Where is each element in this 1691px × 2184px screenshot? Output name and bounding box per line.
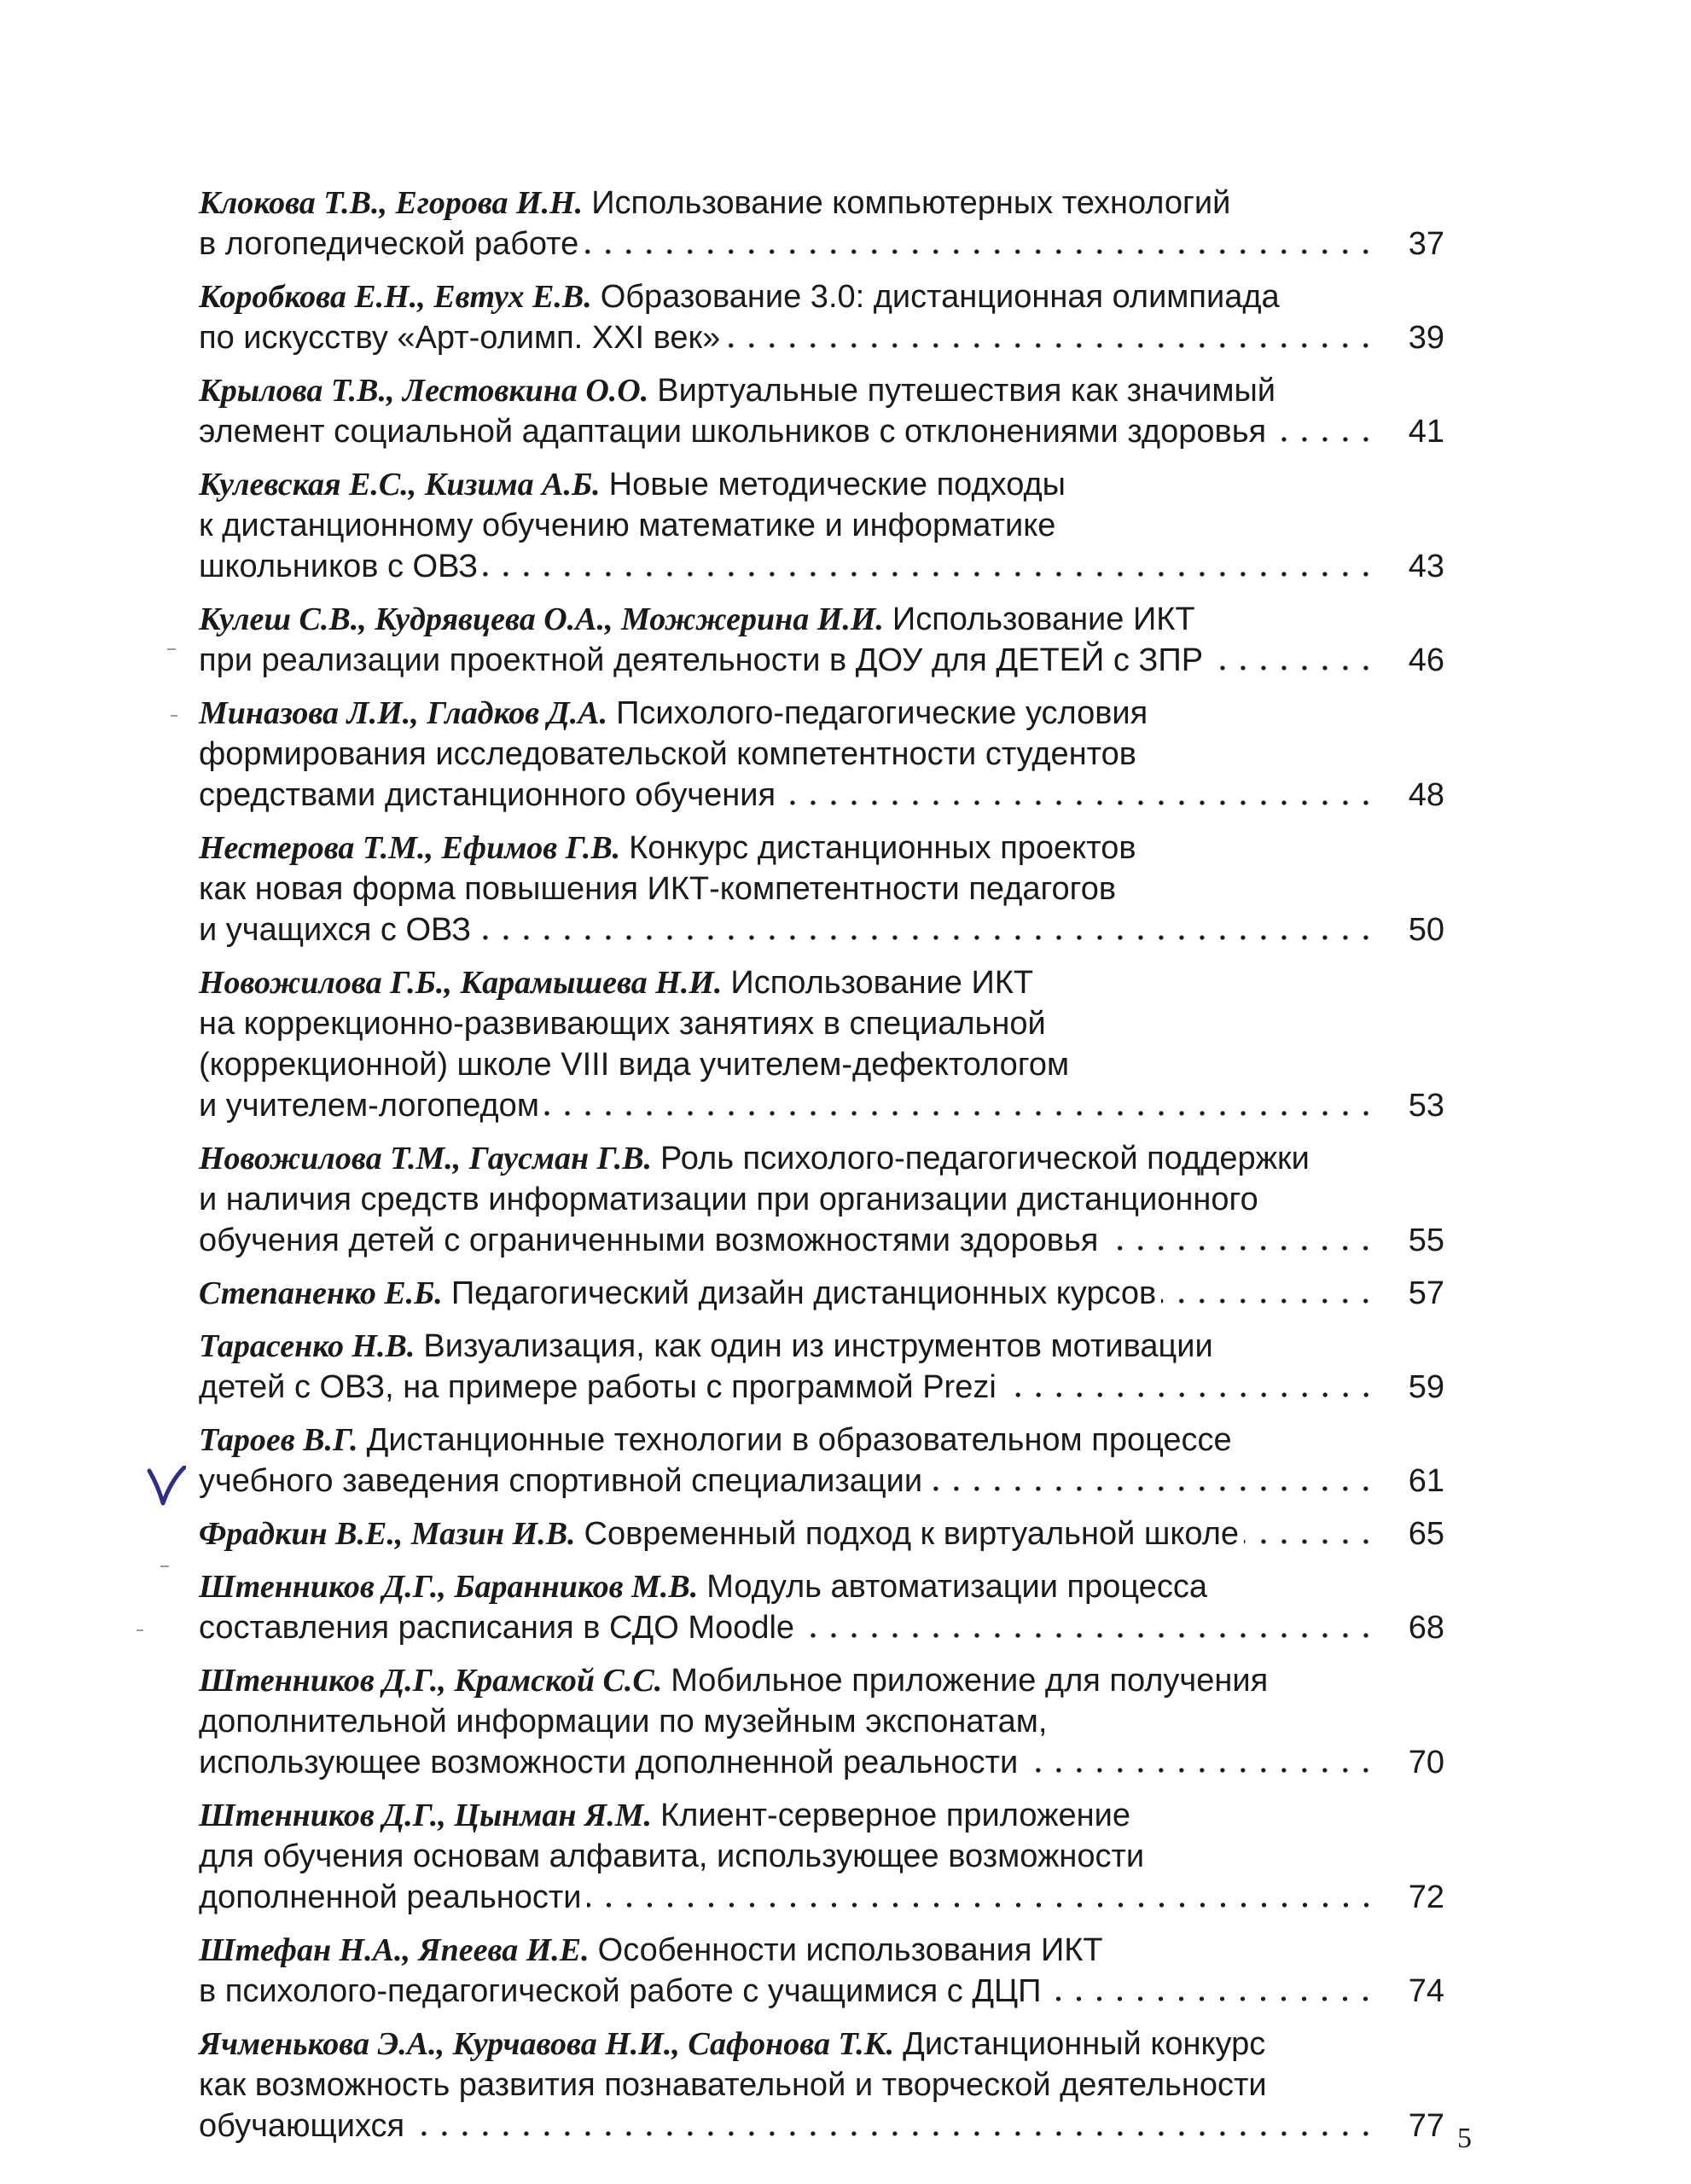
toc-entry-page: 50: [1408, 912, 1444, 948]
toc-entry-line: [199, 909, 1444, 950]
toc-entry: [199, 276, 1444, 358]
toc-entry-page: 74: [1408, 1973, 1444, 2009]
table-of-contents: [199, 183, 1444, 2158]
toc-entry-page: 59: [1408, 1369, 1444, 1405]
dot-leader: [587, 1901, 1377, 1909]
dot-leader: [410, 2129, 1376, 2138]
toc-entry-authors: Штенников Д.Г., Крамской С.С.: [199, 1663, 663, 1699]
toc-entry-title-text: Модуль автоматизации процесса: [706, 1569, 1207, 1605]
toc-entry-line: [199, 1742, 1444, 1783]
toc-entry-title-text: Роль психолого-педагогической поддержки: [660, 1141, 1310, 1176]
toc-entry-title-text: к дистанционному обучению математике и информатике: [199, 508, 1056, 543]
toc-entry-page: 48: [1408, 777, 1444, 813]
toc-entry-authors: Ячменькова Э.А., Курчавова Н.И., Сафонова Т.К.: [199, 2026, 895, 2062]
dot-leader: [1161, 1297, 1376, 1305]
toc-entry-line: [199, 1877, 1444, 1918]
dot-leader: [725, 341, 1376, 350]
toc-entry-title-text: Дистанционные технологии в образовательном процессе: [366, 1422, 1232, 1458]
toc-entry-line: [199, 1660, 1444, 1701]
toc-entry-line: [199, 1607, 1444, 1648]
toc-entry-title-text: Новые методические подходы: [608, 467, 1066, 502]
toc-entry-title-text: по искусству «Арт-олимп. XXI век»: [199, 320, 721, 356]
toc-entry-line: [199, 317, 1444, 358]
toc-entry: [199, 1420, 1444, 1502]
dot-leader: [927, 1484, 1376, 1493]
toc-entry-title-text: как новая форма повышения ИКТ-компетентности педагогов: [199, 871, 1117, 907]
toc-entry-title-text: детей с ОВЗ, на примере работы с программой Prezi: [199, 1369, 997, 1405]
toc-entry-page: 72: [1408, 1879, 1444, 1915]
toc-entry-authors: Новожилова Г.Б., Карамышева Н.И.: [199, 965, 723, 1001]
toc-entry: [199, 1273, 1444, 1314]
toc-entry-title-text: Особенности использования ИКТ: [597, 1932, 1103, 1968]
dot-leader: [1002, 1391, 1376, 1399]
toc-entry-title-text: и учащихся с ОВЗ: [199, 912, 472, 948]
toc-entry-title-text: обучающихся: [199, 2108, 405, 2144]
toc-entry-page: 43: [1408, 549, 1444, 584]
toc-entry-title-text: Образование 3.0: дистанционная олимпиада: [600, 279, 1280, 315]
toc-entry-authors: Новожилова Т.М., Гаусман Г.В.: [199, 1141, 653, 1176]
toc-entry-line: [199, 1701, 1444, 1742]
toc-entry-page: 46: [1408, 642, 1444, 678]
toc-entry: [199, 693, 1444, 816]
toc-entry-page: 37: [1408, 226, 1444, 262]
toc-entry-line: [199, 1836, 1444, 1877]
toc-entry: [199, 1566, 1444, 1648]
dot-leader: [1023, 1766, 1376, 1774]
toc-entry-title-text: и наличия средств информатизации при организации дистанционного: [199, 1182, 1258, 1217]
toc-entry-title-text: для обучения основам алфавита, использующее возможности: [199, 1838, 1145, 1874]
toc-entry-authors: Штенников Д.Г., Баранников М.В.: [199, 1569, 699, 1605]
toc-entry-title-text: использующее возможности дополненной реальности: [199, 1745, 1019, 1780]
toc-entry-title-text: Психолого-педагогические условия: [616, 695, 1148, 731]
toc-entry-line: [199, 734, 1444, 775]
toc-entry-line: [199, 2106, 1444, 2146]
toc-entry-page: 53: [1408, 1088, 1444, 1124]
toc-entry-title-text: Дистанционный конкурс: [903, 2026, 1266, 2062]
toc-entry-line: [199, 2065, 1444, 2106]
dot-leader: [483, 570, 1376, 578]
toc-entry: [199, 828, 1444, 950]
toc-entry: [199, 1138, 1444, 1261]
toc-entry: [199, 2024, 1444, 2146]
toc-entry-title-text: обучения детей с ограниченными возможностями здоровья: [199, 1223, 1099, 1258]
toc-entry-page: 55: [1408, 1223, 1444, 1258]
margin-mark: [160, 1565, 169, 1567]
dot-leader: [799, 1631, 1376, 1640]
toc-entry-page: 39: [1408, 320, 1444, 356]
toc-entry-title-text: дополненной реальности: [199, 1879, 582, 1915]
toc-entry-line: [199, 411, 1444, 452]
toc-entry-line: [199, 183, 1444, 224]
toc-entry-page: 57: [1408, 1275, 1444, 1311]
toc-entry-title-text: Современный подход к виртуальной школе: [584, 1516, 1240, 1552]
toc-entry-title-text: Визуализация, как один из инструментов мотивации: [423, 1328, 1213, 1364]
toc-entry-page: 61: [1408, 1463, 1444, 1499]
toc-entry-line: [199, 1795, 1444, 1836]
toc-entry: [199, 962, 1444, 1126]
toc-entry-line: [199, 1566, 1444, 1607]
toc-entry-page: 68: [1408, 1610, 1444, 1646]
dot-leader: [544, 1109, 1376, 1118]
toc-entry-title-text: дополнительной информации по музейным экспонатам,: [199, 1704, 1048, 1740]
toc-entry-line: [199, 599, 1444, 640]
toc-entry-title-text: Конкурс дистанционных проектов: [629, 830, 1136, 866]
margin-mark: [167, 648, 176, 650]
dot-leader: [1046, 1995, 1376, 2003]
toc-entry: [199, 1660, 1444, 1783]
toc-entry-authors: Штенников Д.Г., Цынман Я.М.: [199, 1798, 652, 1833]
toc-entry-line: [199, 1326, 1444, 1367]
toc-entry-line: [199, 1179, 1444, 1220]
toc-entry-authors: Нестерова Т.М., Ефимов Г.В.: [199, 830, 621, 866]
toc-entry-title-text: школьников с ОВЗ: [199, 549, 479, 584]
toc-entry: [199, 370, 1444, 452]
dot-leader: [781, 799, 1376, 807]
toc-entry-line: [199, 1420, 1444, 1461]
toc-entry-title-text: Клиент-серверное приложение: [660, 1798, 1130, 1833]
toc-entry: [199, 1930, 1444, 2012]
toc-entry-line: [199, 1003, 1444, 1044]
toc-entry-line: [199, 1085, 1444, 1126]
dot-leader: [1244, 1537, 1376, 1546]
toc-entry: [199, 1795, 1444, 1918]
toc-entry-line: [199, 505, 1444, 546]
toc-entry-line: [199, 828, 1444, 868]
toc-entry-title-text: Педагогический дизайн дистанционных курсов: [450, 1275, 1157, 1311]
dot-leader: [584, 247, 1376, 256]
toc-entry-authors: Коробкова Е.Н., Евтух Е.В.: [199, 279, 592, 315]
dot-leader: [1271, 435, 1376, 444]
toc-entry-title-text: Использование компьютерных технологий: [591, 185, 1231, 221]
margin-mark: [137, 1629, 143, 1631]
toc-entry-title-text: в психолого-педагогической работе с учащимися с ДЦП: [199, 1973, 1042, 2009]
toc-entry-authors: Кулевская Е.С., Кизима А.Б.: [199, 467, 601, 502]
toc-entry-line: [199, 1044, 1444, 1085]
toc-entry-authors: Фрадкин В.Е., Мазин И.В.: [199, 1516, 576, 1552]
toc-entry-title-text: (коррекционной) школе VIII вида учителем-дефектологом: [199, 1047, 1070, 1083]
toc-entry-title-text: средствами дистанционного обучения: [199, 777, 776, 813]
dot-leader: [1208, 664, 1376, 672]
toc-entry-line: [199, 2024, 1444, 2065]
toc-entry-title-text: как возможность развития познавательной и творческой деятельности: [199, 2067, 1267, 2103]
margin-mark: [171, 715, 177, 717]
toc-entry-page: 41: [1408, 414, 1444, 450]
toc-entry-line: [199, 464, 1444, 505]
toc-entry-line: [199, 1273, 1444, 1314]
toc-entry-title-text: составления расписания в СДО Moodle: [199, 1610, 795, 1646]
toc-entry-page: 77: [1408, 2108, 1444, 2144]
toc-entry-line: [199, 962, 1444, 1003]
toc-entry: [199, 464, 1444, 587]
toc-entry-authors: Степаненко Е.Б.: [199, 1275, 443, 1311]
toc-entry-title-text: Виртуальные путешествия как значимый: [657, 373, 1276, 409]
toc-entry-line: [199, 693, 1444, 734]
toc-entry-line: [199, 775, 1444, 816]
dot-leader: [1103, 1244, 1376, 1252]
toc-entry-line: [199, 1367, 1444, 1408]
toc-entry-title-text: Использование ИКТ: [730, 965, 1034, 1001]
toc-entry-line: [199, 640, 1444, 681]
toc-entry-line: [199, 224, 1444, 264]
toc-entry-title-text: Использование ИКТ: [892, 601, 1195, 637]
dot-leader: [476, 933, 1376, 942]
toc-entry: [199, 1326, 1444, 1408]
toc-entry-authors: Кулеш С.В., Кудрявцева О.А., Можжерина И.И.: [199, 601, 884, 637]
toc-entry-title-text: формирования исследовательской компетентности студентов: [199, 736, 1136, 772]
handwritten-checkmark-icon: [147, 1466, 186, 1507]
toc-entry-authors: Тароев В.Г.: [199, 1422, 358, 1458]
toc-entry-line: [199, 276, 1444, 317]
toc-entry-authors: Клокова Т.В., Егорова И.Н.: [199, 185, 584, 221]
toc-entry-line: [199, 546, 1444, 587]
toc-entry-page: 65: [1408, 1516, 1444, 1552]
toc-entry-title-text: и учителем-логопедом: [199, 1088, 539, 1124]
toc-entry-line: [199, 1461, 1444, 1502]
toc-entry-title-text: учебного заведения спортивной специализации: [199, 1463, 923, 1499]
toc-entry-title-text: на коррекционно-развивающих занятиях в специальной: [199, 1006, 1046, 1042]
toc-entry-authors: Тарасенко Н.В.: [199, 1328, 415, 1364]
toc-entry-line: [199, 1930, 1444, 1971]
toc-entry-title-text: Мобильное приложение для получения: [671, 1663, 1269, 1699]
toc-entry-authors: Миназова Л.И., Гладков Д.А.: [199, 695, 608, 731]
toc-entry-page: 70: [1408, 1745, 1444, 1780]
toc-entry: [199, 1513, 1444, 1554]
toc-entry: [199, 599, 1444, 681]
toc-entry-title-text: при реализации проектной деятельности в ДОУ для ДЕТЕЙ с ЗПР: [199, 642, 1204, 678]
toc-entry-line: [199, 1220, 1444, 1261]
toc-entry-line: [199, 1971, 1444, 2012]
toc-entry-title-text: в логопедической работе: [199, 226, 579, 262]
toc-entry-line: [199, 1138, 1444, 1179]
toc-entry: [199, 183, 1444, 264]
toc-entry-line: [199, 370, 1444, 411]
toc-entry-title-text: элемент социальной адаптации школьников с отклонениями здоровья: [199, 414, 1267, 450]
toc-entry-authors: Штефан Н.А., Япеева И.Е.: [199, 1932, 590, 1968]
page-number: 5: [1457, 2123, 1472, 2154]
toc-entry-authors: Крылова Т.В., Лестовкина О.О.: [199, 373, 649, 409]
toc-entry-line: [199, 1513, 1444, 1554]
toc-entry-line: [199, 868, 1444, 909]
